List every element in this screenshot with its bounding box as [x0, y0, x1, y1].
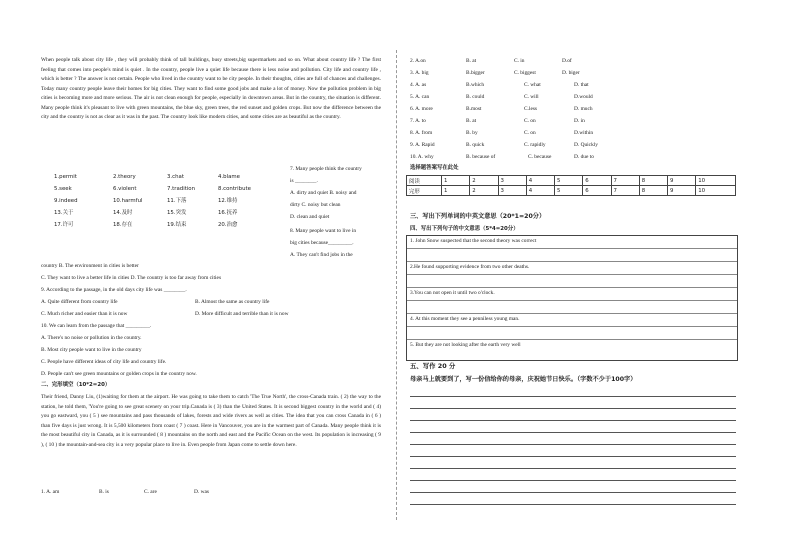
vocab-item: 9.indeed [54, 198, 78, 204]
answer-line[interactable] [407, 301, 737, 314]
writing-heading: 五、写作 20 分 [410, 362, 456, 370]
option-text: 1. A. am [41, 489, 60, 495]
choice: B. quick [466, 142, 485, 148]
vocab-item: 16.抚养 [218, 210, 238, 216]
choice: C. rapidly [524, 142, 546, 148]
writing-line[interactable] [410, 444, 736, 445]
choice: C. because [528, 154, 552, 160]
answer-cell[interactable]: 8 [639, 176, 667, 186]
sentence-row[interactable] [407, 314, 737, 327]
choice: C. on [524, 130, 536, 136]
writing-line[interactable] [410, 456, 736, 457]
sentence-row[interactable] [407, 262, 737, 275]
vocab-item: 1.permit [54, 174, 77, 180]
writing-line[interactable] [410, 396, 736, 397]
answer-heading: 选择题答案写在此处 [410, 165, 459, 171]
vocab-item: 7.tradition [167, 186, 196, 192]
choice: D. in [574, 118, 585, 124]
choice: C. will [524, 94, 539, 100]
vocab-item: 13.关于 [54, 210, 74, 216]
answer-cell[interactable]: 9 [668, 176, 696, 186]
vocab-item: 5.seek [54, 186, 72, 192]
vocab-item: 10.harmful [113, 198, 143, 204]
answer-cell[interactable]: 2 [470, 176, 498, 186]
writing-line[interactable] [410, 420, 736, 421]
vocab-item: 17.许可 [54, 222, 74, 228]
answer-cell[interactable]: 7 [611, 186, 639, 196]
sentence-text: 1. John Snow suspected that the second theory was correct [410, 238, 537, 244]
choice: 4. A. as [410, 82, 427, 88]
option-text: C. Much richer and easier than it is now [41, 311, 128, 317]
option-text: country B. The environment in cities is better [41, 263, 139, 269]
answer-line[interactable] [407, 327, 737, 340]
option-text: A. Quite different from country life [41, 299, 118, 305]
answer-cell[interactable]: 6 [583, 186, 611, 196]
choice: 8. A. from [410, 130, 433, 136]
choice: D.of [562, 58, 572, 64]
writing-line[interactable] [410, 468, 736, 469]
option-text: D. More difficult and terrible than it is now [195, 311, 289, 317]
choice: B. could [466, 94, 485, 100]
sentence-text: 3.You can not open it until two o'clock. [410, 290, 495, 296]
divider [396, 50, 397, 520]
choice: 6. A. more [410, 106, 433, 112]
sentence-row[interactable] [407, 340, 737, 352]
question-text: 10. We can learn from the passage that _________. [41, 323, 152, 329]
vocab-item: 8.contribute [218, 186, 251, 192]
vocab-item: 2.theory [113, 174, 136, 180]
answer-cell[interactable]: 10 [696, 186, 736, 196]
choice: C.less [524, 106, 538, 112]
section-3-heading: 三、写出下列单词的中英文意思（20*1=20分） [410, 213, 546, 220]
vocab-item: 4.blame [218, 174, 240, 180]
choice: C. what [524, 82, 541, 88]
answer-cell[interactable]: 3 [498, 176, 526, 186]
vocab-item: 20.治愈 [218, 222, 238, 228]
vocab-item: 15.突发 [167, 210, 187, 216]
vocab-item: 14.及时 [113, 210, 133, 216]
answer-cell[interactable]: 1 [442, 186, 470, 196]
question-text: is ________. [290, 178, 318, 184]
choice: C. biggest [514, 70, 536, 76]
reading-passage: When people talk about city life , they will probably think of tall buildings, busy streets,big supermarkets and so on. What about country life ? The first feeling that comes into people's mind is quiet . In the country, people live a quiet life because there is less noise and pollution. City life and country life , which is better ? The answer is not certain. People who lived in the country want to be city people. In their thoughts, cities are full of chances and challenges. Today many country people leave their homes for big cities. They want to find some good jobs and make a lot of money. Now the pollution problem in big cities is becoming more and more serious. The air is not clean enough for people, especially in downtown areas. But in the country, the situation is different. Many people think it's pleasant to live with green mountains, the blue sky, green trees, the red sunset and golden crops. But now the difference between the city and the country is not as clear as it was in the past. The country look like modern cities, and some cities are as beautiful as the country. [41, 57, 381, 121]
table-row [407, 176, 736, 186]
choice: 3. A. big [410, 70, 429, 76]
sentence-text: 5. But they are not looking after the earth very well [410, 342, 521, 348]
choice: D.within [574, 130, 594, 136]
writing-prompt: 母亲马上就要到了，写一份信给你的母亲，庆祝她节日快乐。（字数不少于100字） [410, 376, 637, 383]
question-text: 8. Many people want to live in [290, 228, 357, 234]
question-text: 9. According to the passage, in the old days city life was ________. [41, 287, 187, 293]
option-text: A. There's no noise or pollution in the country. [41, 335, 142, 341]
choice: C. in [514, 58, 525, 64]
vocab-item: 12.维持 [218, 198, 238, 204]
choice: D. due to [574, 154, 594, 160]
sentence-text: 4. At this moment they see a penniless young man. [410, 316, 520, 322]
answer-cell[interactable]: 4 [526, 186, 554, 196]
answer-cell[interactable]: 4 [526, 176, 554, 186]
option-text: B. Most city people want to live in the country [41, 347, 142, 353]
choice: B.bigger [466, 70, 485, 76]
option-text: B. Almost the same as country life [195, 299, 270, 305]
choice: D. biger [562, 70, 580, 76]
option-text: dirty C. noisy but clean [290, 202, 341, 208]
choice: B. because of [466, 154, 496, 160]
choice: B.most [466, 106, 482, 112]
cloze-passage: Their friend, Danny Liu, (1)waiting for them at the airport. He was going to take them to catch 'The True North', the cross-Canada train. ( 2) the way to the station, he told them, 'You're going to see great scenery on your trip.Canada is ( 3) than the United States. It is second biggest country in the world and ( 4) you go eastward, you ( 5 ) see mountains and pass thousands of lakes, forests and wide rivers as well as cities. The idea that you can cross Canada in ( 6 ) than five days is just wrong. It is 5,500 kilometers from coast ( 7 ) coast. Here in Vancouver, you are in the warmest part of Canada. Many people think it is the most beautiful city in Canada, as it is surrounded ( 8 ) mountains on the north and east and the Pacific Ocean on the west. Its population is increasing ( 9 ), ( 10 ) the mountain-and-sea city is a very popular place to live in. Even people from Japan come to settle down here. [41, 394, 381, 448]
option-text: C. are [144, 489, 157, 495]
choice: D. Quickly [574, 142, 598, 148]
choice: B.which [466, 82, 485, 88]
answer-cell[interactable]: 8 [639, 186, 667, 196]
choice: 10. A. why [410, 154, 434, 160]
sentence-row[interactable] [407, 236, 737, 249]
writing-line[interactable] [410, 504, 736, 505]
answer-cell[interactable]: 3 [498, 186, 526, 196]
question-text: big cities because_________. [290, 240, 354, 246]
option-text: D. clean and quiet [290, 214, 330, 220]
writing-line[interactable] [410, 492, 736, 493]
answer-line[interactable] [407, 249, 737, 262]
answer-cell[interactable]: 9 [668, 186, 696, 196]
sentence-text: 2.He found supporting evidence from two other deaths. [410, 264, 530, 270]
writing-line[interactable] [410, 432, 736, 433]
writing-line[interactable] [410, 408, 736, 409]
option-text: D. People can't see green mountains or golden crops in the country now. [41, 371, 197, 377]
vocab-item: 11.下落 [167, 198, 187, 204]
answer-cell[interactable]: 10 [696, 176, 736, 186]
option-text: C. People have different ideas of city life and country life. [41, 359, 167, 365]
answer-cell[interactable]: 7 [611, 176, 639, 186]
answer-cell[interactable]: 5 [555, 176, 583, 186]
vocab-item: 6.violent [113, 186, 137, 192]
answer-cell[interactable]: 6 [583, 176, 611, 186]
option-text: D. was [194, 489, 209, 495]
choice: D.would [574, 94, 593, 100]
choice: B. at [466, 118, 477, 124]
answer-cell[interactable]: 5 [555, 186, 583, 196]
choice: B. by [466, 130, 478, 136]
choice: C. on [524, 118, 536, 124]
option-text: B. is [99, 489, 109, 495]
choice: D. that [574, 82, 589, 88]
choice: D. much [574, 106, 593, 112]
choice: 2. A.on [410, 58, 426, 64]
choice: 9. A. Rapid [410, 142, 435, 148]
answer-cell[interactable]: 1 [442, 176, 470, 186]
row-label: 完形 [407, 186, 442, 196]
section-4-heading: 四、写出下列句子的中文意思（5*4=20分） [410, 226, 519, 232]
choice: 5. A. can [410, 94, 430, 100]
vocab-item: 19.结束 [167, 222, 187, 228]
answer-cell[interactable]: 2 [470, 186, 498, 196]
answer-line[interactable] [407, 275, 737, 288]
cloze-heading: 二、完形填空（10*2=20） [41, 382, 111, 388]
vocab-item: 3.chat [167, 174, 184, 180]
answer-table [406, 175, 736, 196]
option-text: A. They can't find jobs in the [290, 252, 353, 258]
vocab-item: 18.存在 [113, 222, 133, 228]
choice: B. at [466, 58, 477, 64]
table-row [407, 186, 736, 196]
row-label: 阅读 [407, 176, 442, 186]
writing-line[interactable] [410, 480, 736, 481]
question-text: 7. Many people think the country [290, 166, 362, 172]
option-text: C. They want to live a better life in cities D. The country is too far away from cities [41, 275, 222, 281]
translation-box [406, 235, 738, 361]
option-text: A. dirty and quiet B. noisy and [290, 190, 357, 196]
sentence-row[interactable] [407, 288, 737, 301]
choice: 7. A. to [410, 118, 426, 124]
